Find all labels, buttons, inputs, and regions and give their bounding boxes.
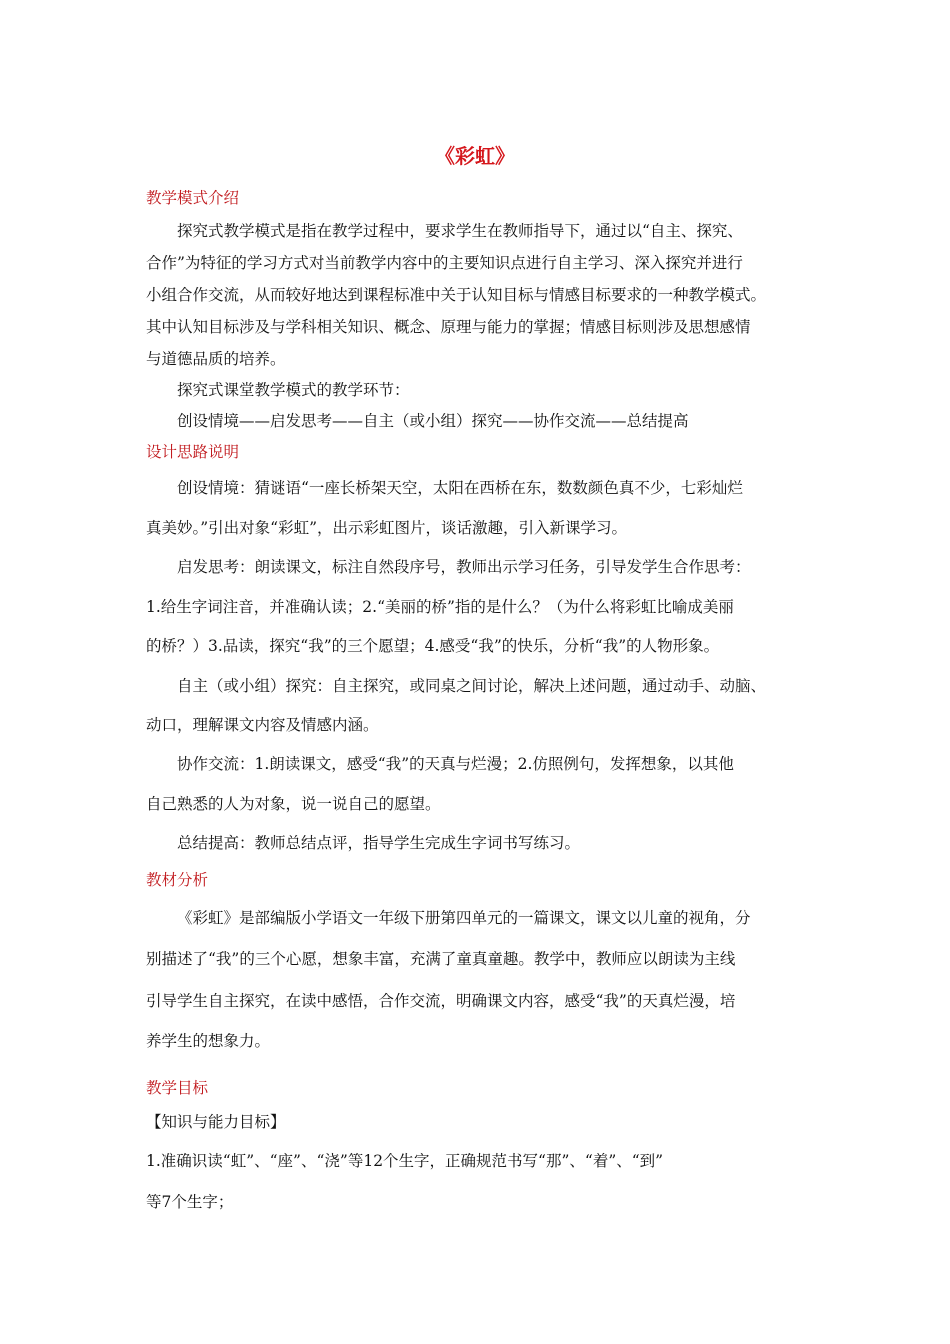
paragraph-line: 别描述了“我”的三个心愿，想象丰富，充满了童真童趣。教学中，教师应以朗读为主线 bbox=[146, 950, 736, 968]
paragraph-line: 总结提高：教师总结点评，指导学生完成生字词书写练习。 bbox=[177, 834, 581, 852]
paragraph-line: 启发思考：朗读课文，标注自然段序号，教师出示学习任务，引导发学生合作思考： bbox=[177, 558, 751, 576]
section-heading-design: 设计思路说明 bbox=[146, 443, 240, 461]
paragraph-line: 真美妙。”引出对象“彩虹”，出示彩虹图片，谈话激趣，引入新课学习。 bbox=[146, 519, 628, 537]
paragraph-line: 探究式教学模式是指在教学过程中，要求学生在教师指导下，通过以“自主、探究、 bbox=[177, 222, 743, 240]
paragraph-line: 创设情境——启发思考——自主（或小组）探究——协作交流——总结提高 bbox=[177, 412, 689, 430]
paragraph-line: 创设情境：猜谜语“一座长桥架天空，太阳在西桥在东，数数颜色真不少，七彩灿烂 bbox=[177, 479, 743, 497]
document-title: 《彩虹》 bbox=[435, 144, 515, 168]
paragraph-line: 的桥？）3.品读，探究“我”的三个愿望；4.感受“我”的快乐，分析“我”的人物形象。 bbox=[146, 637, 720, 655]
paragraph-line: 《彩虹》是部编版小学语文一年级下册第四单元的一篇课文，课文以儿童的视角，分 bbox=[177, 909, 751, 927]
paragraph-line: 其中认知目标涉及与学科相关知识、概念、原理与能力的掌握；情感目标则涉及思想感情 bbox=[146, 318, 751, 336]
subheading-knowledge-ability: 【知识与能力目标】 bbox=[146, 1113, 286, 1131]
paragraph-line: 探究式课堂教学模式的教学环节： bbox=[177, 381, 410, 399]
paragraph-line: 引导学生自主探究，在读中感悟，合作交流，明确课文内容，感受“我”的天真烂漫，培 bbox=[146, 992, 736, 1010]
section-heading-material: 教材分析 bbox=[146, 871, 209, 889]
paragraph-line: 协作交流：1.朗读课文，感受“我”的天真与烂漫；2.仿照例句，发挥想象，以其他 bbox=[177, 755, 734, 773]
paragraph-line: 小组合作交流，从而较好地达到课程标准中关于认知目标与情感目标要求的一种教学模式。 bbox=[146, 286, 767, 304]
paragraph-line: 与道德品质的培养。 bbox=[146, 350, 286, 368]
paragraph-line: 自主（或小组）探究：自主探究，或同桌之间讨论，解决上述问题，通过动手、动脑、 bbox=[177, 677, 767, 695]
paragraph-line: 等7个生字； bbox=[146, 1193, 234, 1211]
paragraph-line: 动口，理解课文内容及情感内涵。 bbox=[146, 716, 379, 734]
section-heading-goals: 教学目标 bbox=[146, 1079, 209, 1097]
paragraph-line: 自己熟悉的人为对象，说一说自己的愿望。 bbox=[146, 795, 441, 813]
section-heading-mode: 教学模式介绍 bbox=[146, 189, 240, 207]
paragraph-line: 养学生的想象力。 bbox=[146, 1032, 271, 1050]
paragraph-line: 1.准确识读“虹”、“座”、“浇”等12个生字，正确规范书写“那”、“着”、“到” bbox=[146, 1152, 664, 1170]
paragraph-line: 合作”为特征的学习方式对当前教学内容中的主要知识点进行自主学习、深入探究并进行 bbox=[146, 254, 743, 272]
paragraph-line: 1.给生字词注音，并准确认读；2.“美丽的桥”指的是什么？（为什么将彩虹比喻成美丽 bbox=[146, 598, 734, 616]
